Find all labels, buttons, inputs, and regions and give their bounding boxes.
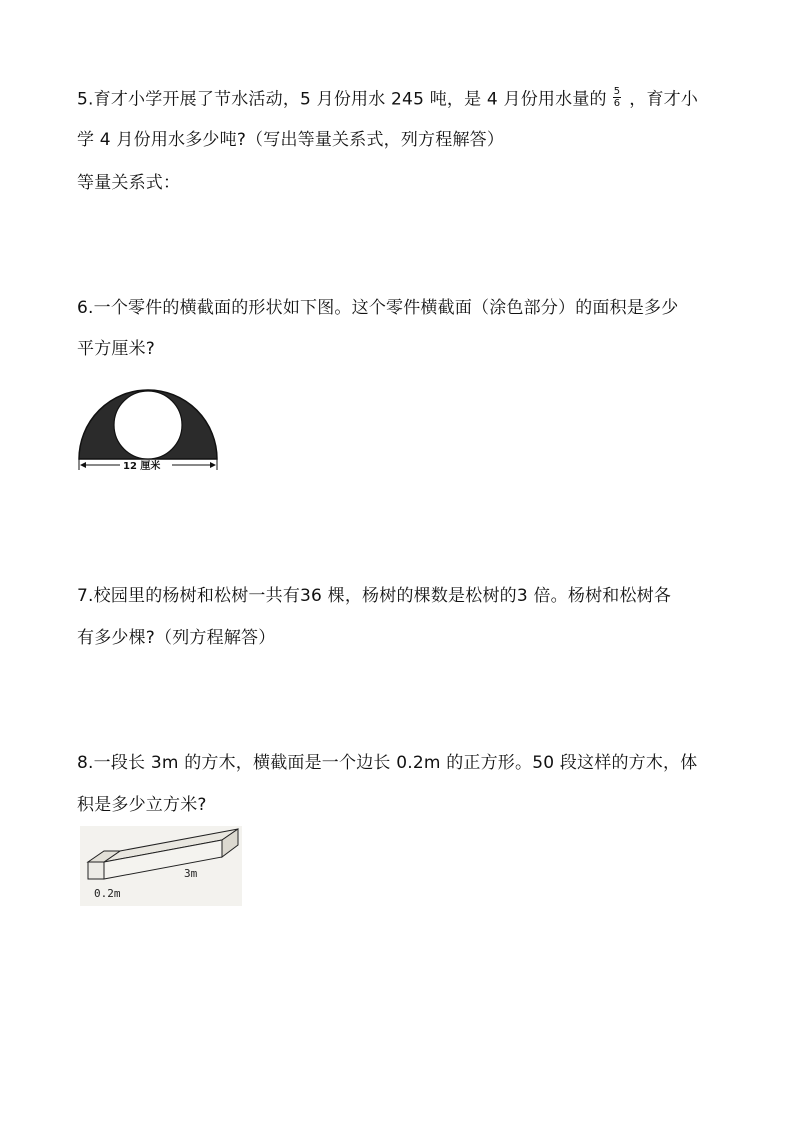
q8-line-2: 积是多少立方米? bbox=[77, 795, 207, 815]
q5-equation-label: 等量关系式： bbox=[77, 173, 181, 193]
q6-semicircle-figure bbox=[76, 380, 221, 486]
q5-line-2: 学 4 月份用水多少吨?（写出等量关系式，列方程解答） bbox=[77, 130, 505, 150]
arrow-left-icon bbox=[80, 462, 86, 468]
q8-line-1: 8.一段长 3m 的方木，横截面是一个边长 0.2m 的正方形。50 段这样的方木，体 bbox=[77, 753, 698, 773]
q5-text-part-2: ，育才小 bbox=[629, 89, 699, 110]
q8-side-label: 0.2m bbox=[94, 887, 121, 900]
q6-line-1: 6.一个零件的横截面的形状如下图。这个零件横截面（涂色部分）的面积是多少 bbox=[77, 298, 679, 318]
white-inner-circle bbox=[114, 391, 182, 459]
q5-text-part-1: 5.育才小学开展了节水活动，5 月份用水 245 吨，是 4 月份用水量的 bbox=[77, 89, 607, 110]
q5-fraction-denominator: 6 bbox=[613, 98, 621, 109]
q5-fraction-numerator: 5 bbox=[613, 86, 621, 97]
arrow-right-icon bbox=[210, 462, 216, 468]
q6-figure-label: 12 厘米 bbox=[123, 461, 161, 472]
q8-beam-figure bbox=[80, 826, 242, 906]
q8-length-label: 3m bbox=[184, 867, 198, 880]
q7-line-2: 有多少棵?（列方程解答） bbox=[77, 628, 276, 648]
q5-line-1 bbox=[77, 88, 698, 111]
q7-line-1: 7.校园里的杨树和松树一共有36 棵，杨树的棵数是松树的3 倍。杨树和松树各 bbox=[77, 586, 672, 606]
beam-square-end bbox=[88, 862, 104, 879]
q6-line-2: 平方厘米? bbox=[77, 339, 156, 359]
q5-fraction bbox=[613, 86, 622, 109]
